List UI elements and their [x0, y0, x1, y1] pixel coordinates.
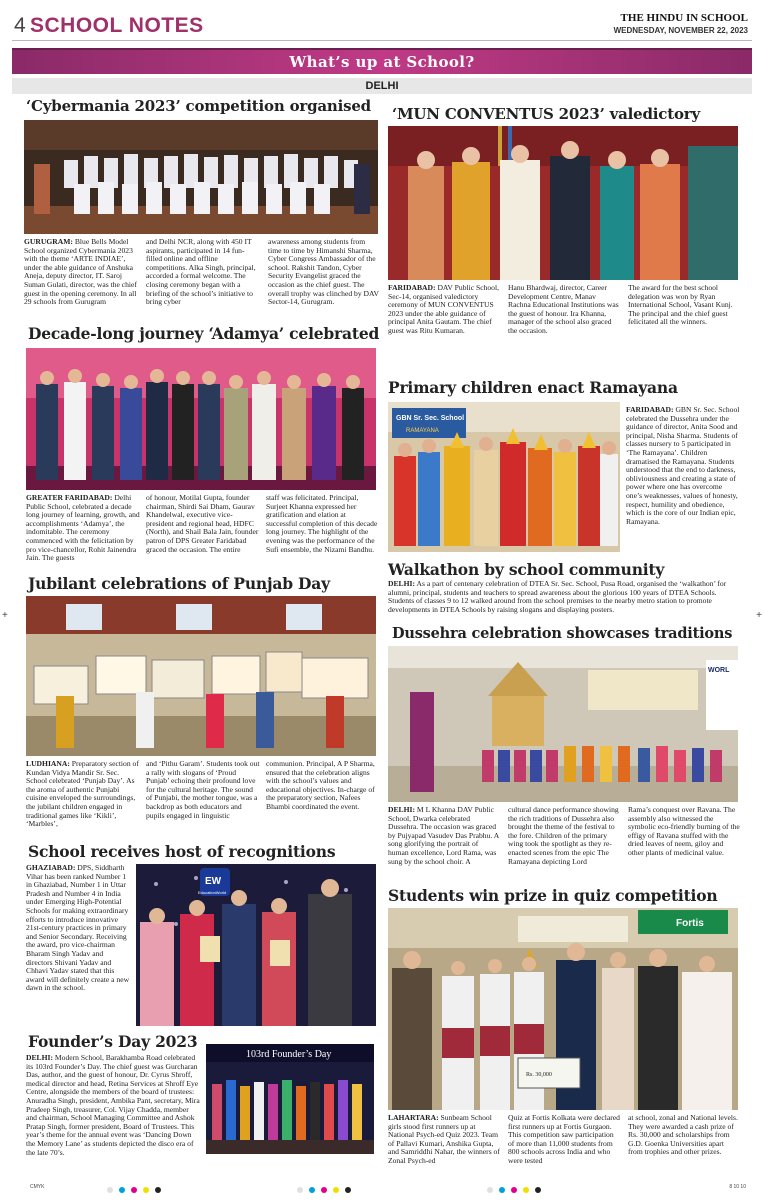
gbn-banner-text: GBN Sr. Sec. School — [396, 415, 465, 422]
cybermania-text-col1 — [24, 238, 138, 322]
fortis-banner-text: Fortis — [676, 918, 704, 929]
registration-mark-right: + — [756, 610, 762, 621]
photo-recognitions — [136, 864, 376, 1026]
headline-mun: ‘MUN CONVENTUS 2023’ valedictory — [392, 105, 700, 123]
photo-adamya — [26, 348, 376, 490]
founders-photo-caption: 103rd Founder’s Day — [246, 1049, 332, 1060]
founders-text — [26, 1054, 200, 1178]
recognitions-place: GHAZIABAD: — [26, 864, 76, 872]
region-bar — [12, 78, 752, 94]
headline-adamya: Decade-long journey ‘Adamya’ celebrated — [28, 324, 380, 343]
page-banner — [12, 48, 752, 74]
quiz-text-col3: at school, zonal and National levels. They were awarded a cash prize of Rs. 30,000 and scholarships from G.D. Goenka Universities apart from trophies and other prizes. — [628, 1114, 738, 1157]
photo-dussehra — [388, 646, 738, 802]
mun-col1: DAV Public School, Sec-14, organised valedictory ceremony of MUN CONVENTUS 2023 under the able guidance of principal Anita Gautam. The chief guest was Ritu Kumaran. — [388, 284, 499, 335]
adamya-text-col3: staff was felicitated. Principal, Surjeet Khanna expressed her gratification and elation at successful completion of this decade long journey. The highlight of the evening was the performance of the Sufi ensemble, the Nizami Bandhu. — [266, 494, 378, 554]
quiz-text-col1 — [388, 1114, 500, 1180]
walkathon-body: As a part of centenary celebration of DTEA Sr. Sec. School, Pusa Road, organised the ‘walkathon’ for alumni, principal, students and teachers to spread awareness about the glorious 100 years of DTEA Schools. Students of classes 9 to 12 walked around from the school premises to the nearby metro station to promote developments in DTEA Schools by raising slogans and displaying posters. — [388, 580, 727, 614]
recognitions-text — [26, 864, 130, 1028]
headline-dussehra: Dussehra celebration showcases traditions — [392, 625, 733, 642]
headline-cybermania: ‘Cybermania 2023’ competition organised — [26, 97, 371, 115]
region-label: DELHI — [365, 80, 399, 92]
walkathon-place: DELHI: — [388, 580, 416, 588]
ew-logo-sub: EducationWorld — [198, 890, 227, 895]
header-rule — [12, 40, 752, 41]
newspaper-name: THE HINDU IN SCHOOL — [620, 12, 748, 24]
page-number: 4 — [14, 14, 26, 37]
headline-founders: Founder’s Day 2023 — [28, 1032, 198, 1051]
cybermania-col1: Blue Bells Model School organized Cybermania 2023 with the theme ‘ARTE INDIAE’, under the able guidance of Anshuka Aneja, deputy director, IT. Saroj Suman Gulati, director, was the chief guest in the opening ceremony. In all 29 schools from Gurugram — [24, 238, 137, 307]
cmyk-label: CMYK — [30, 1184, 45, 1190]
dussehra-text-col2: cultural dance performance showing the rich traditions of Dussehra also brought the theme of the festival to the fore. Children of the primary wing took the spotlight as they re-enacted scenes from the epic The Ramayana depicting Lord — [508, 806, 619, 866]
registration-mark-left: + — [2, 610, 8, 621]
gbn-banner-sub: RAMAYANA — [406, 428, 439, 434]
cybermania-text-col2: and Delhi NCR, along with 450 IT aspirants, participated in 14 fun-filled online and offline competitions. Alka Singh, principal, accorded a formal welcome. The closing ceremony began with a briefing of the school’s initiative to bring cyber — [146, 238, 256, 307]
headline-punjab: Jubilant celebrations of Punjab Day — [28, 574, 330, 593]
adamya-col1: Delhi Public School, celebrated a decade long journey of learning, growth, and accomplishments ‘Adamya’, the indomitable. The ceremony commenced with the felicitation by pro vice-chancellor, Rohit Jainendra Jain. The guests — [26, 494, 140, 563]
punjab-text-col1 — [26, 760, 140, 838]
punjab-text-col3: communion. Principal, A P Sharma, ensured that the celebration aligns with the school’s values and educational objectives. In-charge of the preparatory section, Nafees Bhambi coordinated the event. — [266, 760, 375, 811]
founders-place: DELHI: — [26, 1054, 54, 1062]
dussehra-place: DELHI: — [388, 806, 416, 814]
headline-ramayana: Primary children enact Ramayana — [388, 378, 678, 397]
punjab-text-col2: and ‘Pithu Garam’. Students took out a rally with slogans of ‘Proud Punjab’ echoing their profound love for the cultural heritage. The sound of Punjabi, the mother tongue, was a backdrop as both educators and pupils engaged in linguistic — [146, 760, 260, 820]
punjab-place: LUDHIANA: — [26, 760, 70, 768]
banner-title: What’s up at School? — [289, 53, 475, 71]
color-bar — [100, 1186, 660, 1194]
dussehra-col1: M L Khanna DAV Public School, Dwarka celebrated Dussehra. The occasion was graced by Pujyapad Vasudev Das Prabhu. A song glorifying the portrait of human excellence, Lord Rama, was sung by the school choir. A — [388, 806, 499, 866]
mun-place: FARIDABAD: — [388, 284, 436, 292]
cybermania-text-col3: awareness among students from time to time by Himanshi Sharma, Cyber Congress Ambassador of the school. Rakshit Tandon, Cyber Security Evangelist graced the occasion as the chief guest. The overall trophy was clinched by DAV Sector-14, Gurugram. — [268, 238, 379, 307]
issue-date: WEDNESDAY, NOVEMBER 22, 2023 — [613, 26, 748, 35]
quiz-col1: Sunbeam School girls stood first runners up at National Psych-ed Quiz 2023. Team of Pallavi Kumari, Anshika Gupta, and Samriddhi Nahar, the winners of Zonal Psych-ed — [388, 1114, 500, 1165]
recognitions-body: DPS, Siddharth Vihar has been ranked Number 1 in Ghaziabad, Number 1 in Uttar Pradesh and Number 4 in India under Emerging High-Potential Schools for making extraordinary efforts to introduce innovative 21st-century practices in primary and Senior Secondary. Receiving the award, pro vice-chairman Bharam Singh Yadav and directors Shivani Yadav and Chhavi Yadav stated that this award will definitely create a new dawn in the school. — [26, 864, 130, 993]
photo-quiz — [388, 908, 738, 1110]
mun-text-col1 — [388, 284, 500, 350]
ramayana-text — [626, 406, 740, 552]
photo-cybermania — [24, 120, 378, 234]
dussehra-sign-text: WORL — [708, 667, 730, 674]
mun-text-col2: Hanu Bhardwaj, director, Career Development Centre, Manav Rachna Educational Institutions was the guest of honour. Ira Khanna, manager of the school also graced the occasion. — [508, 284, 619, 335]
cybermania-place: GURUGRAM: — [24, 238, 73, 246]
print-code: 8 10 10 — [729, 1184, 746, 1190]
photo-mun — [388, 126, 738, 280]
headline-walkathon: Walkathon by school community — [388, 560, 665, 579]
adamya-text-col1 — [26, 494, 140, 582]
ramayana-body: GBN Sr. Sec. School celebrated the Dussehra under the guidance of director, Anita Sood and principal, Nisha Sharma. Students of classes nursery to 5 participated in ‘The Ramayana’. Children dramatised the Ramayana. Students understood that the end to darkness, obliviousness and creating a state of power where one has overcome one’s weaknesses, values of honesty, respect, humility and obedience, which is the core of our Indian epic, Ramayana. — [626, 406, 740, 526]
quiz-text-col2: Quiz at Fortis Kolkata were declared first runners up at Fortis Gurgaon. This competition saw participation of more than 11,000 students from 800 schools across India and who were tested — [508, 1114, 620, 1165]
adamya-place: GREATER FARIDABAD: — [26, 494, 113, 502]
photo-ramayana — [388, 402, 620, 552]
mun-text-col3: The award for the best school delegation was won by Ryan International School, Vasant Kunj. The principal and the chief guest felicitated all the winners. — [628, 284, 733, 327]
quiz-cheque-text: Rs. 30,000 — [526, 1072, 552, 1078]
headline-quiz: Students win prize in quiz competition — [388, 886, 718, 905]
ew-logo-text: EW — [205, 876, 222, 887]
dussehra-text-col3: Rama’s conquest over Ravana. The assembly also witnessed the symbolic eco-friendly burning of the effigy of Ravana stuffed with the dried leaves of neem, giloy and other plants of medicinal value. — [628, 806, 740, 857]
punjab-col1: Preparatory section of Kundan Vidya Mandir Sr. Sec. School celebrated ‘Punjab Day’. As the aroma of authentic Punjabi cuisine enveloped the surroundings, the jubilant children engaged in traditional games like ‘Kikli’, ‘Marbles’, — [26, 760, 139, 829]
photo-founders — [206, 1044, 374, 1154]
section-title: SCHOOL NOTES — [30, 14, 204, 37]
headline-recognitions: School receives host of recognitions — [28, 842, 336, 861]
founders-body: Modern School, Barakhamba Road celebrated its 103rd Founder’s Day. The chief guest was Gurcharan Das, author, and the guest of honour, Dr. Cyrus Shroff, medical director and head, Retina Services at Shroff Eye Centre, alongside the members of the board of trustees: Anuradha Singh, president, Ambika Pant, secretary, Mira Pradeep Singh, treasurer, Col. Vijay Chadda, member and chairman, School Managing Committee and Ashok Pratap Singh, former president, Board of Trustees. This year’s theme for the annual event was ‘Dancing Down the Memory Lane’ as students depicted the disco era of the late 70’s. — [26, 1054, 200, 1157]
adamya-text-col2: of honour, Motilal Gupta, founder chairman, Shirdi Sai Dham, Gaurav Khandelwal, executive vice-president and regional head, HDFC (North), and Shail Bala Jain, founder patron of DPS Greater Faridabad graced the occasion. The entire — [146, 494, 259, 554]
ramayana-place: FARIDABAD: — [626, 406, 674, 414]
quiz-place: LAHARTARA: — [388, 1114, 439, 1122]
photo-punjab — [26, 596, 376, 756]
dussehra-text-col1 — [388, 806, 500, 882]
walkathon-text — [388, 580, 740, 620]
